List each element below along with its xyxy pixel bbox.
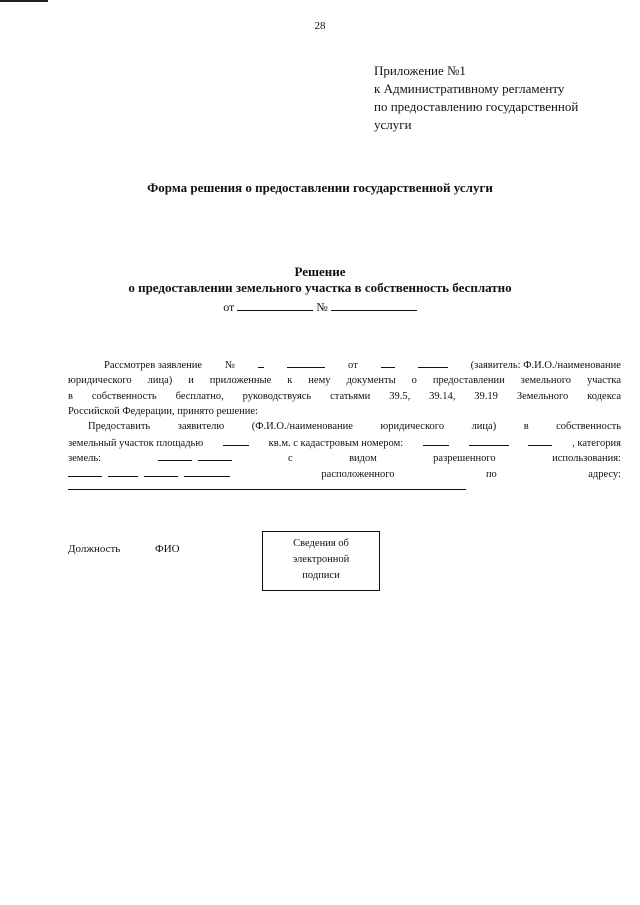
blank-field — [198, 451, 232, 461]
body-line-3: в собственность бесплатно, руководствуясь статьями 39.5, 39.14, 39.19 Земельного кодекса — [68, 391, 621, 402]
body-text: видом — [349, 453, 377, 464]
form-title: Форма решения о предоставлении государственной услуги — [147, 180, 493, 195]
body-text: кв.м. с кадастровым номером: — [268, 438, 404, 449]
decision-title: Решение — [294, 264, 346, 279]
blank-field — [469, 436, 509, 446]
body-text: использования: — [552, 453, 621, 464]
page-number: 28 — [314, 20, 326, 32]
appendix-line: по предоставлению государственной — [374, 99, 579, 114]
blank-field — [418, 358, 448, 368]
body-line-8 — [68, 467, 621, 481]
body-text: расположенного — [321, 469, 395, 480]
appendix-line: к Административному регламенту — [374, 81, 565, 96]
date-blank — [237, 299, 313, 311]
body-line-1 — [104, 358, 621, 372]
appendix-line: услуги — [374, 117, 412, 132]
signature-name: ФИО — [155, 543, 180, 555]
blank-field — [287, 358, 325, 368]
blank-field — [381, 358, 395, 368]
blank-field — [258, 358, 264, 368]
appendix-line: Приложение №1 — [374, 63, 466, 78]
body-line-5: Предоставить заявителю (Ф.И.О./наименование юридического лица) в собственность — [88, 421, 621, 432]
body-line-6 — [68, 436, 621, 450]
blank-field — [158, 451, 192, 461]
blank-field — [223, 436, 249, 446]
body-text: № — [225, 360, 236, 371]
blank-field — [144, 467, 178, 477]
esign-text: подписи — [302, 570, 340, 581]
body-text: земель: — [68, 453, 102, 464]
body-line-2: юридического лица) и приложенные к нему документы о предоставлении земельного участка — [68, 375, 621, 386]
decision-date-number-line — [0, 299, 640, 315]
esign-text: электронной — [292, 554, 350, 565]
decision-subtitle: о предоставлении земельного участка в собственность бесплатно — [128, 280, 512, 295]
address-blank-line — [68, 489, 466, 490]
body-text: , категория — [572, 438, 621, 449]
body-text: от — [348, 360, 358, 371]
electronic-signature-box — [262, 531, 380, 591]
body-text: по — [485, 469, 497, 480]
number-blank — [331, 299, 417, 311]
number-prefix: № — [316, 300, 328, 314]
esign-text: Сведения об — [293, 538, 349, 549]
blank-field — [528, 436, 552, 446]
body-text: с — [287, 453, 293, 464]
body-text: Рассмотрев заявление — [104, 360, 203, 371]
appendix-header — [374, 62, 578, 134]
body-line-7 — [68, 451, 621, 465]
body-text: земельный участок площадью — [68, 438, 204, 449]
blank-field — [108, 467, 138, 477]
body-text: адресу: — [588, 469, 621, 480]
body-text: (заявитель: Ф.И.О./наименование — [470, 360, 621, 371]
date-prefix: от — [223, 300, 235, 314]
body-line-4: Российской Федерации, принято решение: — [68, 406, 258, 417]
blank-field — [68, 467, 102, 477]
scan-corner-mark — [0, 0, 48, 2]
blank-field — [423, 436, 449, 446]
blank-field — [184, 467, 230, 477]
body-text: разрешенного — [433, 453, 496, 464]
signature-position: Должность — [68, 543, 121, 555]
